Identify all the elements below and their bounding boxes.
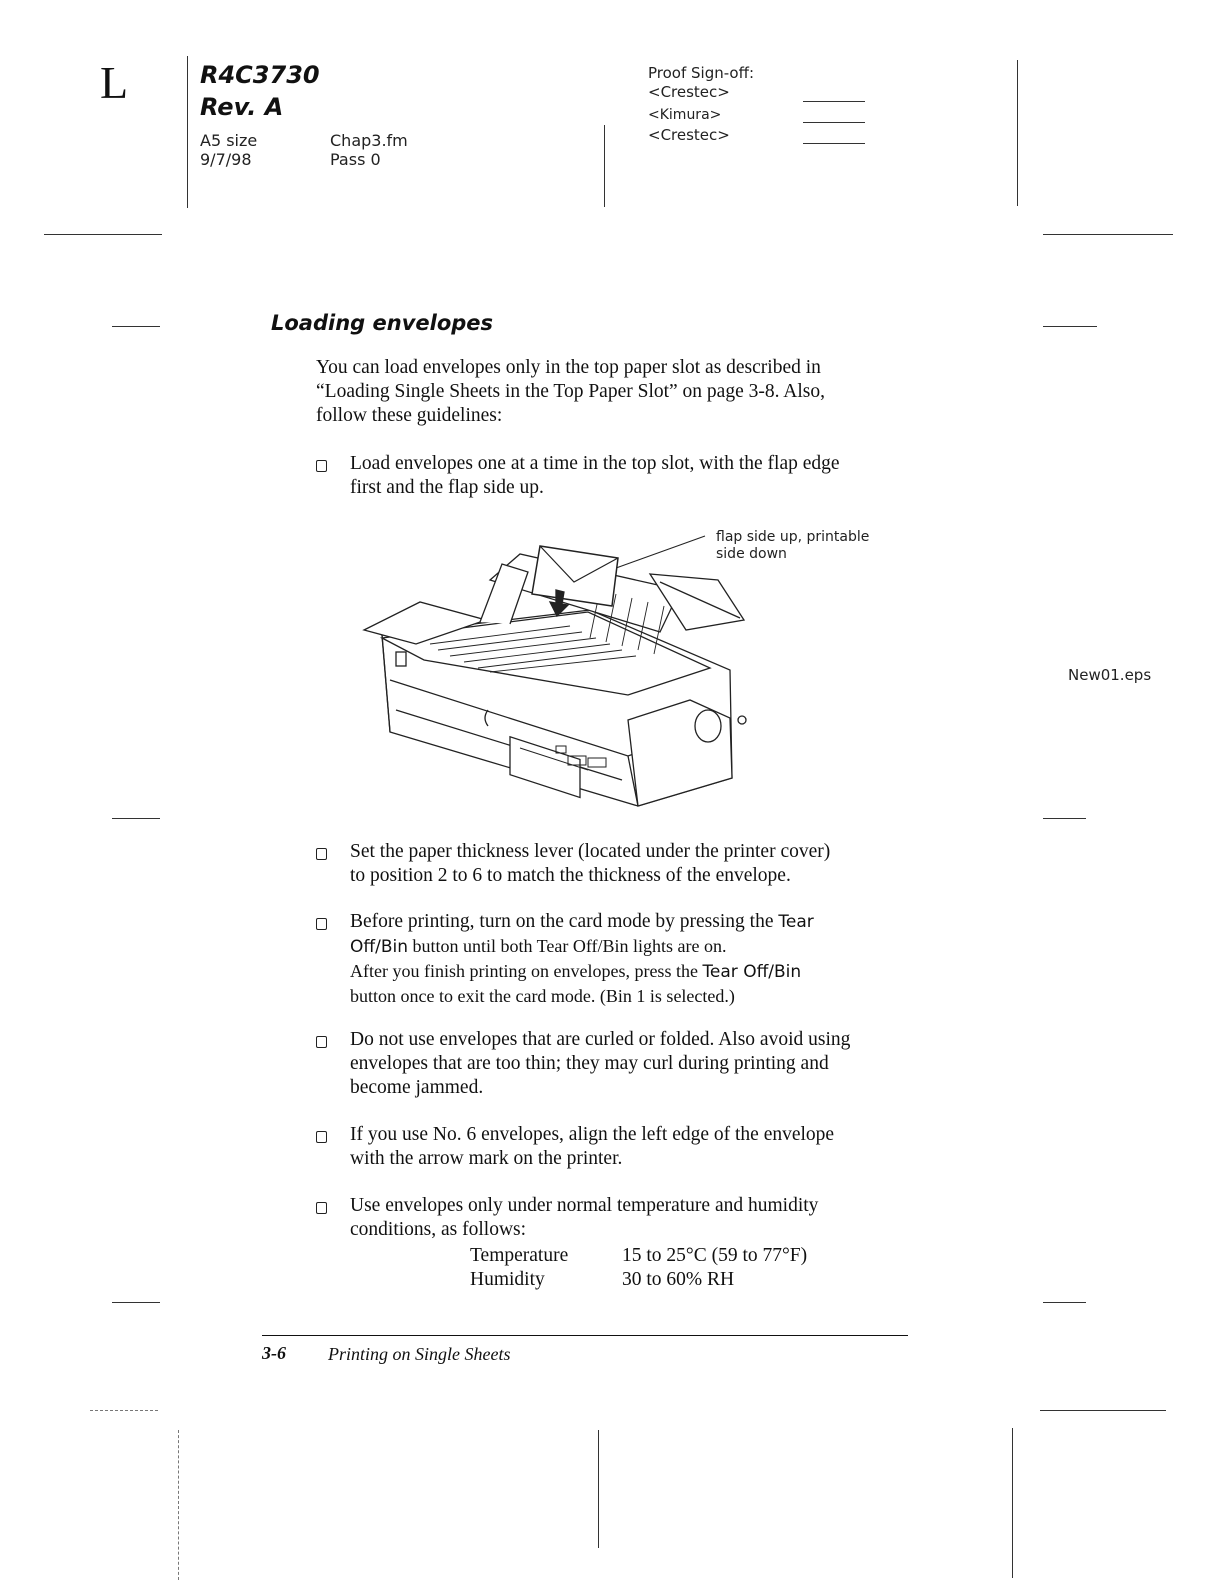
bullet-item (350, 1123, 910, 1171)
page-size: A5 size (200, 131, 258, 150)
bullet-item (350, 910, 910, 1008)
text-line: become jammed. (350, 1077, 484, 1098)
proof-name: <Kimura> (648, 107, 722, 123)
doc-code: R4C3730 (200, 61, 320, 89)
text-line: You can load envelopes only in the top paper slot as described in (316, 357, 821, 378)
crop-mark (112, 1302, 160, 1303)
crop-mark (1043, 818, 1086, 819)
condition-value: 30 to 60% RH (622, 1269, 735, 1290)
text-line: with the arrow mark on the printer. (350, 1148, 623, 1169)
bullet-box-icon (316, 918, 327, 930)
text-line: conditions, as follows: (350, 1219, 527, 1240)
condition-label: Humidity (470, 1269, 545, 1290)
conditions-table (470, 1244, 807, 1292)
intro-paragraph (316, 356, 916, 428)
date: 9/7/98 (200, 150, 252, 169)
bullet-box-icon (316, 1202, 327, 1214)
revision: Rev. A (200, 93, 284, 121)
text-line (350, 959, 910, 984)
table-row (470, 1268, 807, 1292)
panel-button-name: Tear Off/Bin (702, 962, 802, 982)
text-run: After you finish printing on envelopes, press the (350, 961, 703, 981)
bullet-box-icon (316, 848, 327, 860)
crop-mark (112, 326, 160, 327)
bullet-item (350, 452, 910, 500)
text-line: Use envelopes only under normal temperature and humidity (350, 1195, 819, 1216)
crop-mark (1012, 1428, 1013, 1578)
header-divider-middle (604, 125, 605, 207)
figure-file-name: New01.eps (1068, 666, 1152, 684)
text-line: flap side up, printable (716, 529, 870, 545)
crop-mark (44, 234, 162, 235)
proof-name: <Crestec> (648, 83, 730, 101)
crop-mark (1043, 1302, 1086, 1303)
text-line (350, 934, 910, 959)
text-line: Set the paper thickness lever (located under the printer cover) (350, 841, 831, 862)
crop-mark (1043, 326, 1097, 327)
page-number: 3-6 (262, 1343, 286, 1363)
text-line: to position 2 to 6 to match the thickness of the envelope. (350, 865, 791, 886)
printer-illustration (360, 520, 780, 820)
crop-mark (90, 1410, 158, 1411)
text-line: first and the flap side up. (350, 477, 544, 498)
signature-line (803, 101, 865, 102)
header-divider-left (187, 56, 188, 208)
chapter-title: Printing on Single Sheets (328, 1344, 511, 1364)
header-divider-right (1017, 60, 1018, 206)
condition-value: 15 to 25°C (59 to 77°F) (622, 1245, 808, 1266)
table-row (470, 1244, 807, 1268)
signature-line (803, 122, 865, 123)
text-line: If you use No. 6 envelopes, align the left edge of the envelope (350, 1124, 835, 1145)
bullet-item (350, 840, 910, 888)
bullet-box-icon (316, 1036, 327, 1048)
text-line: Do not use envelopes that are curled or folded. Also avoid using (350, 1029, 851, 1050)
text-line (350, 910, 910, 934)
footer-rule (262, 1335, 908, 1336)
signature-line (803, 143, 865, 144)
text-run: button until both Tear Off/Bin lights are on. (407, 936, 727, 956)
corner-letter: L (100, 57, 129, 108)
text-line: button once to exit the card mode. (Bin 1 is selected.) (350, 986, 735, 1006)
proof-title: Proof Sign-off: (648, 64, 754, 82)
text-line: envelopes that are too thin; they may curl during printing and (350, 1053, 829, 1074)
panel-button-name: Off/Bin (350, 937, 408, 957)
text-line: side down (716, 546, 787, 562)
crop-mark (598, 1430, 599, 1548)
text-run: Before printing, turn on the card mode by pressing the (350, 911, 779, 932)
section-heading: Loading envelopes (271, 311, 494, 335)
bullet-item (350, 1028, 910, 1100)
bullet-box-icon (316, 1131, 327, 1143)
panel-button-name: Tear (778, 912, 814, 932)
crop-mark (1043, 234, 1173, 235)
text-line: follow these guidelines: (316, 405, 503, 426)
text-line: Load envelopes one at a time in the top slot, with the flap edge (350, 453, 840, 474)
text-line: “Loading Single Sheets in the Top Paper Slot” on page 3-8. Also, (316, 381, 825, 402)
proof-name: <Crestec> (648, 126, 730, 144)
pass: Pass 0 (330, 150, 381, 169)
condition-label: Temperature (470, 1245, 569, 1266)
crop-mark (178, 1430, 179, 1580)
crop-mark (1040, 1410, 1166, 1411)
bullet-item (350, 1194, 910, 1242)
file-name: Chap3.fm (330, 131, 408, 150)
bullet-box-icon (316, 460, 327, 472)
crop-mark (112, 818, 160, 819)
